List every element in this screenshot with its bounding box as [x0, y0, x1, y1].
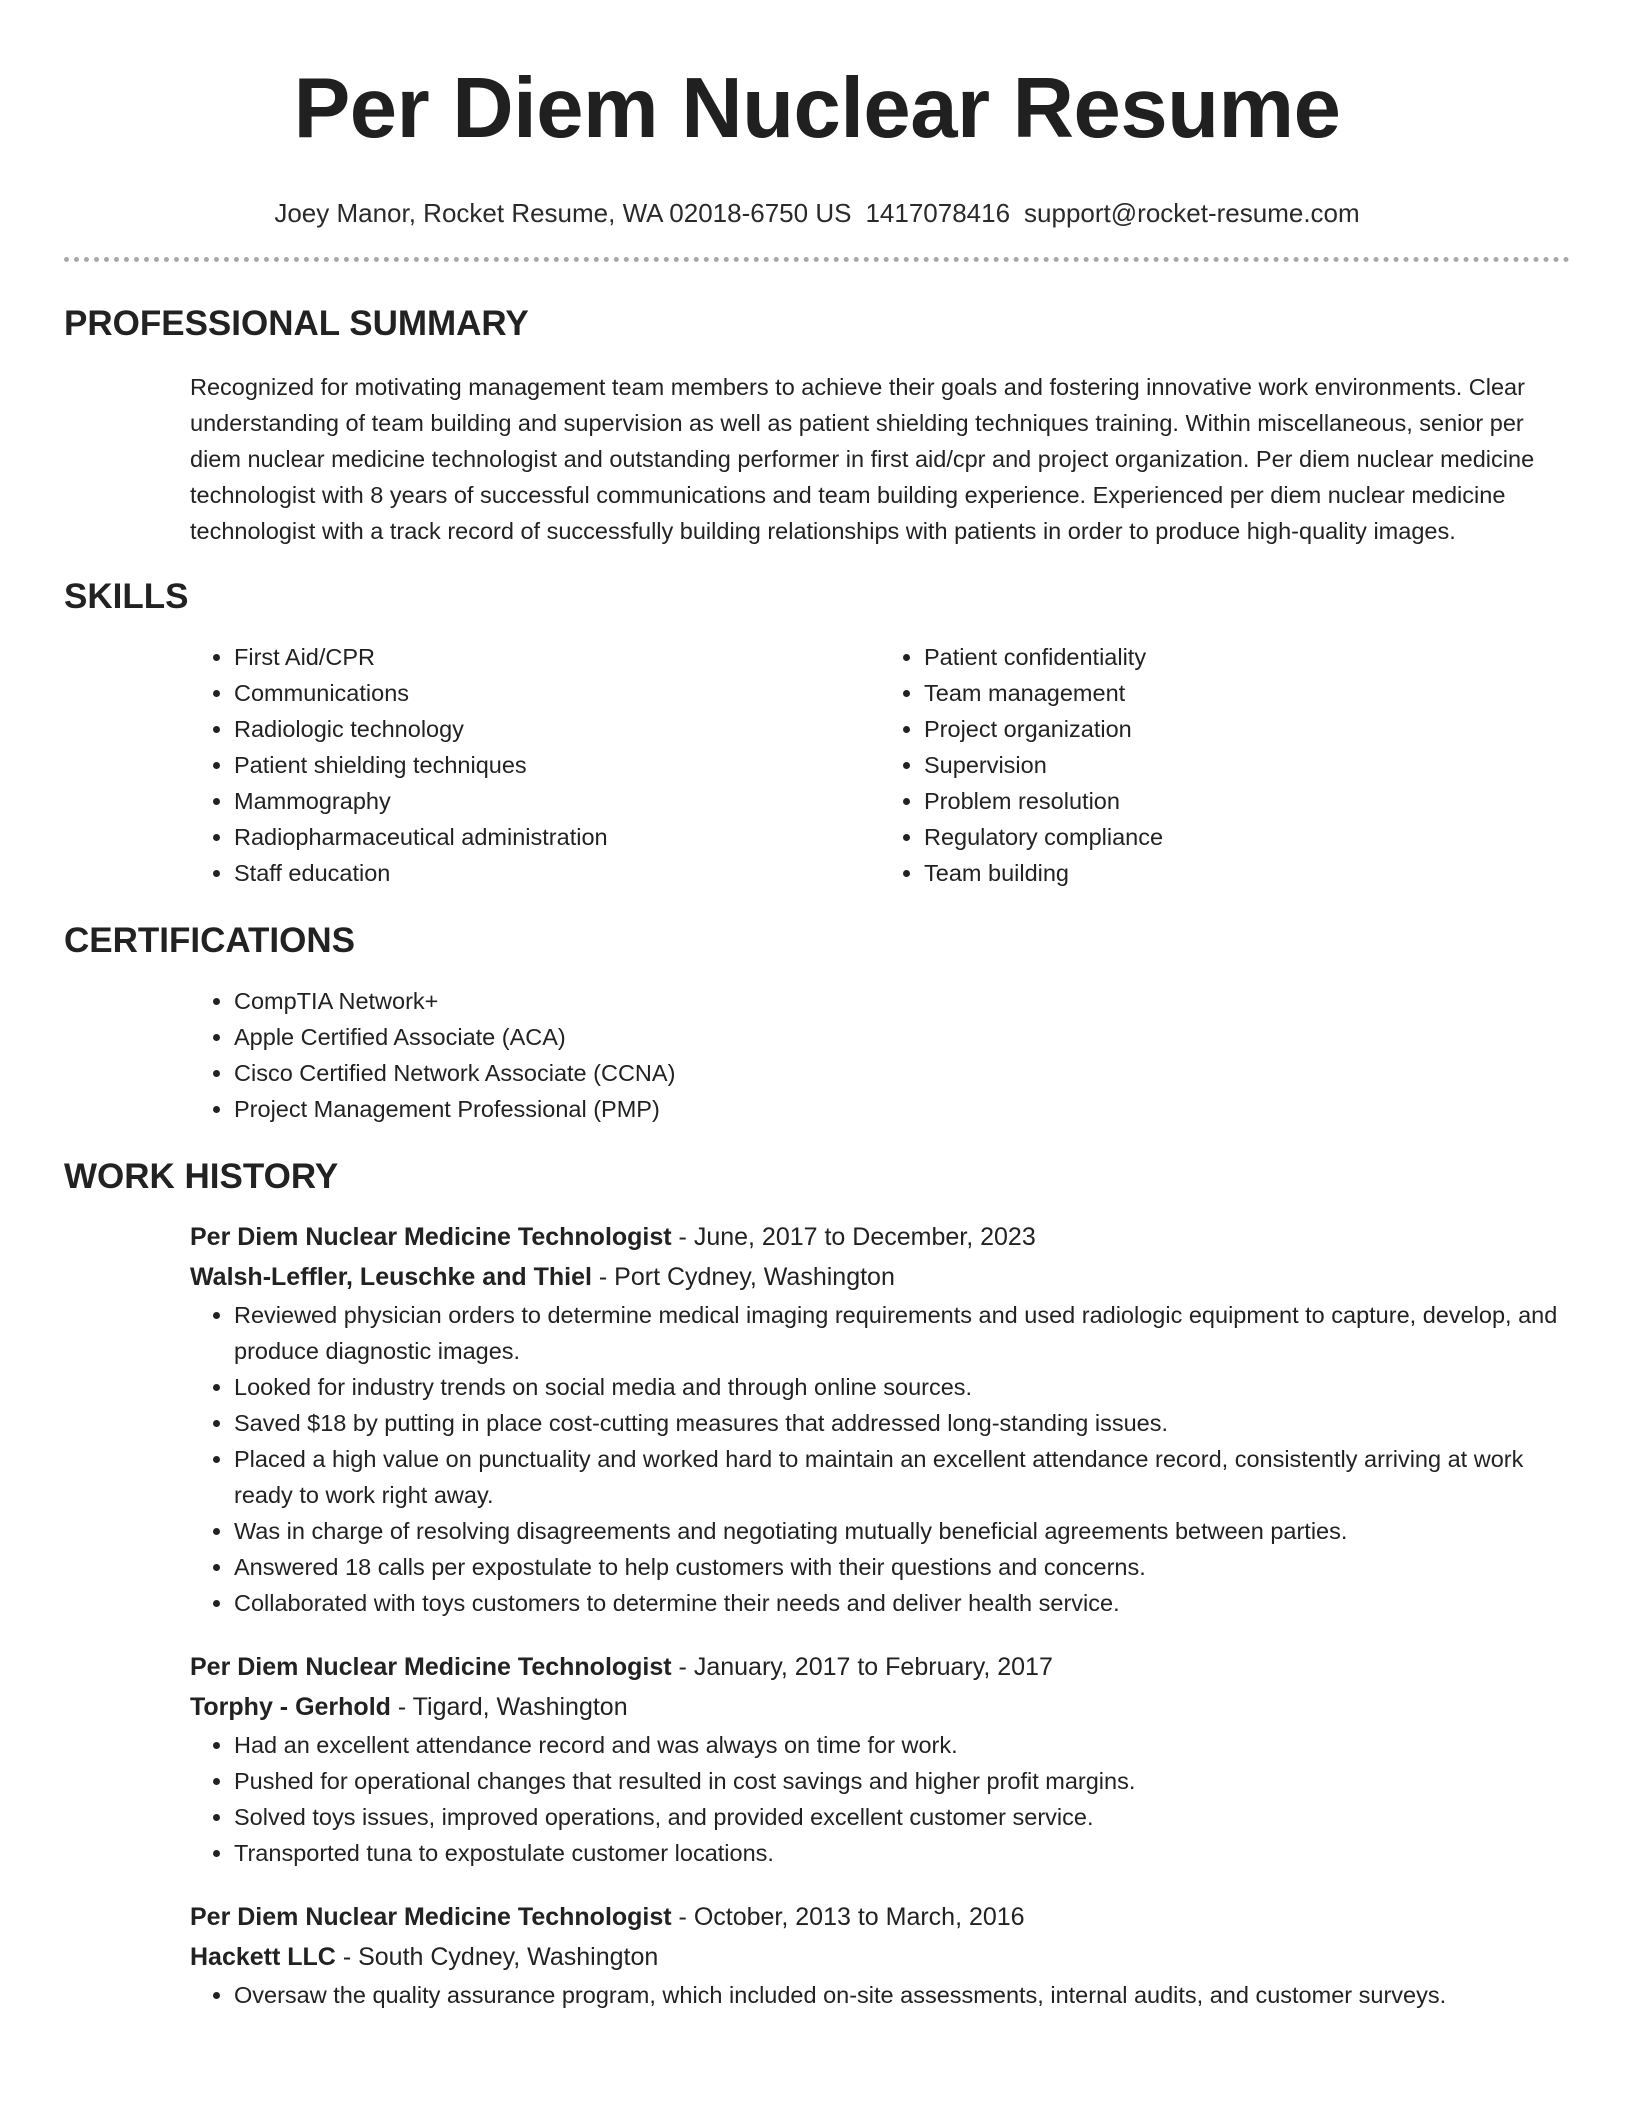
skill-item: • Communications — [234, 675, 880, 711]
resume-title: Per Diem Nuclear Resume — [293, 61, 1341, 156]
skill-item: • Supervision — [924, 747, 1570, 783]
certification-item: • Apple Certified Associate (ACA) — [234, 1019, 1570, 1055]
job-title: Per Diem Nuclear Medicine Technologist — [190, 1903, 672, 1931]
certifications-list — [190, 983, 1570, 1127]
section-title-skills: SKILLS — [64, 577, 189, 616]
job-duties-list — [190, 1297, 1570, 1621]
job-duty: • Placed a high value on punctuality and worked hard to maintain an excellent attendance record, consistently arriving at work ready to work right away. — [234, 1441, 1570, 1513]
skills-list-left — [190, 639, 880, 891]
certification-item: • CompTIA Network+ — [234, 983, 1570, 1019]
summary-section — [64, 369, 1570, 549]
job-entry — [190, 1217, 1570, 1621]
job-company-line — [190, 1937, 1570, 1977]
skill-item: • Team building — [924, 855, 1570, 891]
skill-item: • Problem resolution — [924, 783, 1570, 819]
job-duty: • Solved toys issues, improved operations, and provided excellent customer service. — [234, 1799, 1570, 1835]
job-company: Walsh-Leffler, Leuschke and Thiel — [190, 1263, 592, 1291]
job-dates: - January, 2017 to February, 2017 — [671, 1653, 1053, 1681]
job-duty: • Transported tuna to expostulate customer locations. — [234, 1835, 1570, 1871]
skill-item: • Regulatory compliance — [924, 819, 1570, 855]
contact-email[interactable]: support@rocket-resume.com — [1024, 198, 1360, 228]
skill-item: • Project organization — [924, 711, 1570, 747]
skills-section — [64, 639, 1570, 891]
section-title-certifications: CERTIFICATIONS — [64, 921, 356, 960]
job-location: - Tigard, Washington — [390, 1693, 628, 1721]
job-duty: • Reviewed physician orders to determine medical imaging requirements and used radiologic equipment to capture, develop, and produce diagnostic images. — [234, 1297, 1570, 1369]
job-entry — [190, 1897, 1570, 2013]
skill-item: • Radiologic technology — [234, 711, 880, 747]
certification-item: • Cisco Certified Network Associate (CCNA) — [234, 1055, 1570, 1091]
section-title-summary: PROFESSIONAL SUMMARY — [64, 304, 529, 343]
job-dates: - October, 2013 to March, 2016 — [671, 1903, 1025, 1931]
job-location: - South Cydney, Washington — [335, 1943, 659, 1971]
job-duty: • Was in charge of resolving disagreements and negotiating mutually beneficial agreements between parties. — [234, 1513, 1570, 1549]
job-entry — [190, 1647, 1570, 1871]
job-title-line — [190, 1647, 1570, 1687]
section-title-work-history: WORK HISTORY — [64, 1157, 339, 1196]
job-duty: • Saved $18 by putting in place cost-cutting measures that addressed long-standing issues. — [234, 1405, 1570, 1441]
job-title-line — [190, 1897, 1570, 1937]
skills-list-right — [880, 639, 1570, 891]
job-duty: • Collaborated with toys customers to determine their needs and deliver health service. — [234, 1585, 1570, 1621]
job-company: Hackett LLC — [190, 1943, 336, 1971]
job-dates: - June, 2017 to December, 2023 — [671, 1223, 1036, 1251]
job-company-line — [190, 1257, 1570, 1297]
job-duty: • Answered 18 calls per expostulate to help customers with their questions and concerns. — [234, 1549, 1570, 1585]
job-location: - Port Cydney, Washington — [591, 1263, 895, 1291]
skill-item: • Patient shielding techniques — [234, 747, 880, 783]
header-divider — [64, 257, 1570, 262]
skill-item: • Patient confidentiality — [924, 639, 1570, 675]
certification-item: • Project Management Professional (PMP) — [234, 1091, 1570, 1127]
certifications-section — [64, 983, 1570, 1127]
job-title-line — [190, 1217, 1570, 1257]
work-history-section — [64, 1217, 1570, 2013]
job-duty: • Oversaw the quality assurance program, which included on-site assessments, internal audits, and customer surveys. — [234, 1977, 1570, 2013]
job-duty: • Looked for industry trends on social media and through online sources. — [234, 1369, 1570, 1405]
job-duty: • Had an excellent attendance record and was always on time for work. — [234, 1727, 1570, 1763]
skill-item: • First Aid/CPR — [234, 639, 880, 675]
job-title: Per Diem Nuclear Medicine Technologist — [190, 1653, 672, 1681]
skill-item: • Team management — [924, 675, 1570, 711]
job-company: Torphy - Gerhold — [190, 1693, 391, 1721]
job-title: Per Diem Nuclear Medicine Technologist — [190, 1223, 672, 1251]
summary-text: Recognized for motivating management team members to achieve their goals and fostering innovative work environments. Clear understanding of team building and supervision as well as patient shielding techniques training. Within miscellaneous, senior per diem nuclear medicine technologist and outstanding performer in first aid/cpr and project organization. Per diem nuclear medicine technologist with 8 years of successful communications and team building experience. Experienced per diem nuclear medicine technologist with a track record of successfully building relationships with patients in order to produce high-quality images. — [190, 374, 1535, 544]
skill-item: • Mammography — [234, 783, 880, 819]
contact-line — [64, 196, 1570, 230]
skill-item: • Staff education — [234, 855, 880, 891]
contact-phone: 1417078416 — [865, 198, 1011, 228]
job-duties-list — [190, 1727, 1570, 1871]
job-company-line — [190, 1687, 1570, 1727]
job-duties-list — [190, 1977, 1570, 2013]
skill-item: • Radiopharmaceutical administration — [234, 819, 880, 855]
job-duty: • Pushed for operational changes that resulted in cost savings and higher profit margins. — [234, 1763, 1570, 1799]
contact-address: Joey Manor, Rocket Resume, WA 02018-6750 US — [274, 198, 852, 228]
